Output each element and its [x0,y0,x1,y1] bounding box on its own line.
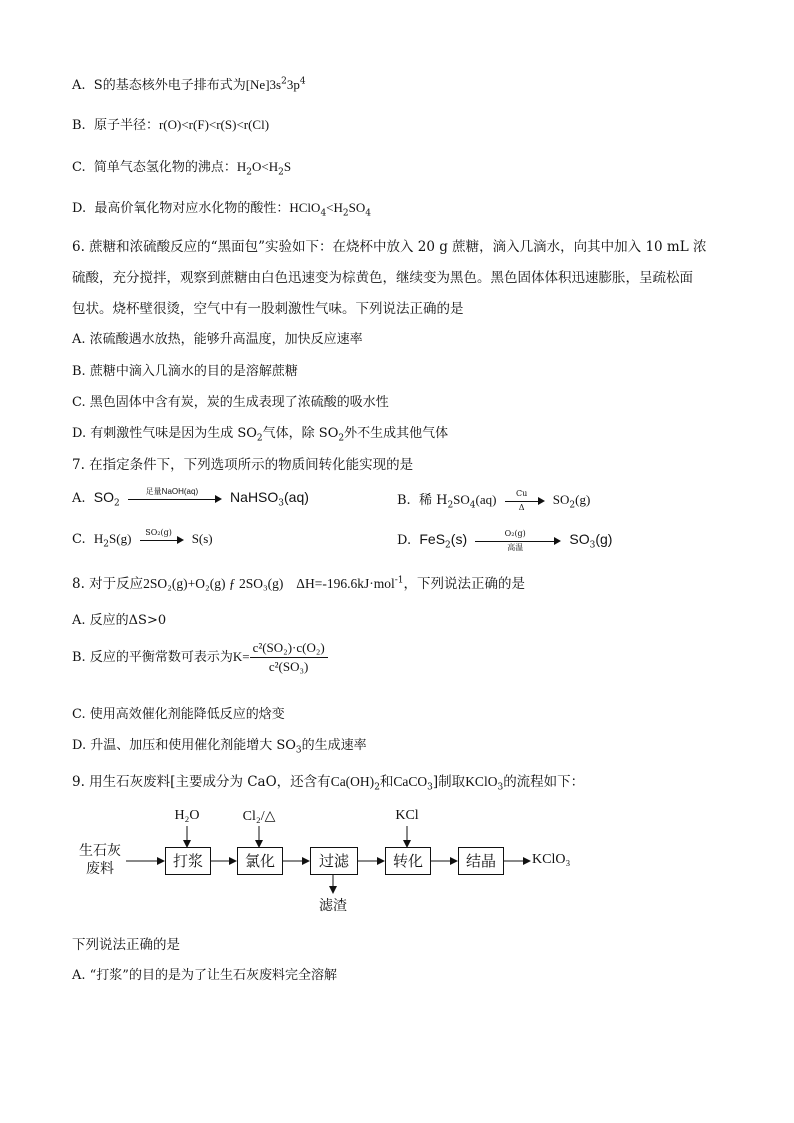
flow-residue: 滤渣 [319,898,347,914]
q8-option-b: B. 反应的平衡常数可表示为K= $\frac{\text{c²(SO₂)·c(O₂)}}{\text{c²(SO₃)}}$ [72,640,328,675]
q7-option-d: D. FeS$_2$(s) O₂(g) 高温 $SO_3(g)$ [397,528,613,552]
flow-add-kcl: KCl [395,808,419,823]
flow-input-label: 生石灰 废料 [79,843,121,877]
flow-product: KClO₃ [532,852,571,867]
q5-option-d: D. 最高价氧化物对应水化物的酸性：$HClO_4<H_2SO_4$ [72,200,371,219]
q8-fraction: $\frac{\text{c²(SO₂)·c(O₂)}}{\text{c²(SO₃)}}$ [250,640,328,675]
q9-option-a: A. “打浆”的目的是为了让生石灰废料完全溶解 [72,968,337,983]
flow-step-dajiang: 打浆 [165,847,211,875]
q8-option-c: C. 使用高效催化剂能降低反应的焓变 [72,707,285,722]
q8-stem: 8. 对于反应2SO₂(g)+O₂(g) ƒ 2SO₃(g) ΔH=-196.6kJ·mol$^{-1}$，下列说法正确的是 [72,575,525,592]
flow-step-guolv: 过滤 [310,847,358,875]
q7-option-c: C. $H_2S(g)$ SO₂(g) S(s) [72,527,213,550]
q7-option-a: A. $SO_2$ 足量NaOH(aq) NaHSO$_3$(aq) [72,486,309,509]
flow-step-zhuanhua: 转化 [385,847,431,875]
q7d-arrow: O₂(g) 高温 [475,535,561,547]
q6-option-a: A. 浓硫酸遇水放热，能够升高温度，加快反应速率 [72,332,363,347]
q7c-arrow: SO₂(g) [140,534,184,546]
q7a-arrow: 足量NaOH(aq) [128,493,222,505]
q6-stem-line1: 6. 蔗糖和浓硫酸反应的“黑面包”实验如下：在烧杯中放入 20 g 蔗糖，滴入几滴水，向其中加入 10 mL 浓 [72,239,707,255]
q5-option-a: A. S的基态核外电子排布式为$[Ne]3s^23p^4$ [72,76,306,93]
q7b-arrow: $\frac{Cu}{\Delta}$ [505,495,545,507]
q6-option-c: C. 黑色固体中含有炭，炭的生成表现了浓硫酸的吸水性 [72,395,389,410]
q7-option-b: B. 稀 $H_2SO_4(aq)$ $\frac{Cu}{\Delta}$ $SO_2(g)$ [397,488,591,512]
q6-stem-line2: 硫酸，充分搅拌，观察到蔗糖由白色迅速变为棕黄色，继续变为黑色。黑色固体体积迅速膨胀，呈疏松面 [72,270,693,286]
flow-step-lvhua: 氯化 [237,847,283,875]
q9-stem: 9. 用生石灰废料[主要成分为 CaO，还含有$Ca(OH)_2$和CaCO$_3$]制取KClO$_3$的流程如下： [72,774,585,793]
flow-step-jiejing: 结晶 [458,847,504,875]
q8-option-a: A. 反应的ΔS>0 [72,613,167,628]
q8-option-d: D. 升温、加压和使用催化剂能增大 $SO_3$的生成速率 [72,738,367,756]
flow-add-cl2: Cl₂/△ [242,809,276,824]
q5-option-b: B. 原子半径：r(O)<r(F)<r(S)<r(Cl) [72,117,270,133]
q5-option-c: C. 简单气态氢化物的沸点：$H_2O<H_2S$ [72,159,292,178]
q6-option-b: B. 蔗糖中滴入几滴水的目的是溶解蔗糖 [72,364,298,379]
flow-add-h2o: H₂O [174,808,200,823]
q6-stem-line3: 包状。烧杯壁很烫，空气中有一股刺激性气味。下列说法正确的是 [72,301,464,317]
q7-stem: 7. 在指定条件下，下列选项所示的物质间转化能实现的是 [72,457,414,473]
q9-after-text: 下列说法正确的是 [72,937,180,953]
q6-option-d: D. 有刺激性气味是因为生成 $SO_2$气体，除 $SO_2$外不生成其他气体 [72,426,449,444]
